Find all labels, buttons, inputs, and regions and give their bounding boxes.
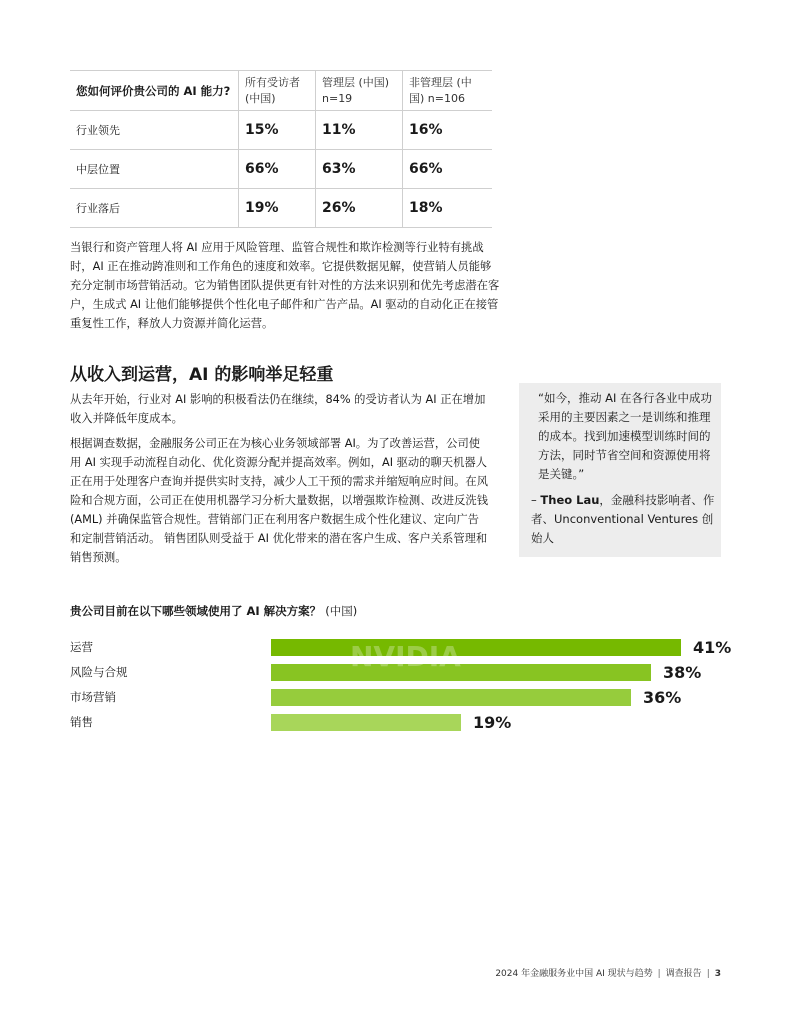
bar <box>271 664 651 681</box>
chart-title-main: 贵公司目前在以下哪些领域使用了 AI 解决方案？ <box>70 604 322 618</box>
chart-title <box>70 603 357 619</box>
row-label: 行业落后 <box>70 189 239 228</box>
bar <box>271 689 631 706</box>
quote-author: Theo Lau <box>540 493 600 507</box>
value-label: 19% <box>473 713 512 732</box>
category-label: 市场营销 <box>70 690 116 704</box>
quote-attribution <box>531 491 716 548</box>
cell-value: 15% <box>239 111 316 150</box>
page-footer <box>495 966 721 979</box>
section-heading: 从收入到运营，AI 的影响举足轻重 <box>70 365 334 385</box>
deployment-paragraph: 根据调查数据，金融服务公司正在为核心业务领域部署 AI。为了改善运营，公司使用 AI 实现手动流程自动化、优化资源分配并提高效率。例如，AI 驱动的聊天机器人正在用于处理客户查询并提供实时支持，减少人工干预的需求并缩短响应时间。在风险和合规方面，公司正在使用机器学习分析大量数据，以增强欺诈检测、改进反洗钱 (AML) 并确保监管合规性。营销部门正在利用客户数据生成个性化建议、定向广告和定制营销活动。 销售团队则受益于 AI 优化带来的潜在客户生成、客户关系管理和销售预测。 <box>70 437 488 564</box>
cell-value: 16% <box>403 111 493 150</box>
ai-capability-table <box>70 70 492 228</box>
bar <box>271 639 681 656</box>
footer-report-title: 2024 年金融服务业中国 AI 现状与趋势 <box>495 969 653 979</box>
quote-author-role: ，金融科技影响者、作者、Unconventional Ventures 创始人 <box>531 493 715 545</box>
quote-dash: – <box>531 493 541 507</box>
cell-value: 66% <box>239 150 316 189</box>
category-label: 运营 <box>70 640 93 654</box>
quote-text: “如今，推动 AI 在各行各业中成功采用的主要因素之一是训练和推理的成本。找到加速模型训练时间的方法，同时节省空间和资源使用将是关键。” <box>538 391 713 481</box>
table-header-row <box>70 71 492 111</box>
value-label: 41% <box>693 638 732 657</box>
ai-usage-bar-chart <box>60 630 740 740</box>
row-label: 行业领先 <box>70 111 239 150</box>
intro-paragraph: 当银行和资产管理人将 AI 应用于风险管理、监管合规性和欺诈检测等行业特有挑战时，AI 正在推动跨准则和工作角色的速度和效率。它提供数据见解，使营销人员能够充分定制市场营销活动。它为销售团队提供更有针对性的方法来识别和优先考虑潜在客户，生成式 AI 让他们能够提供个性化电子邮件和广告产品。AI 驱动的自动化正在接管重复性工作，释放人力资源并简化运营。 <box>70 241 500 330</box>
table-col-non-management: 非管理层 (中国) n=106 <box>403 71 493 111</box>
category-label: 风险与合规 <box>70 665 128 679</box>
cell-value: 26% <box>316 189 403 228</box>
cell-value: 63% <box>316 150 403 189</box>
table-row <box>70 189 492 228</box>
value-label: 36% <box>643 688 682 707</box>
footer-separator: | <box>657 969 661 979</box>
table-row <box>70 150 492 189</box>
table-col-all: 所有受访者 (中国) <box>239 71 316 111</box>
cell-value: 66% <box>403 150 493 189</box>
cell-value: 19% <box>239 189 316 228</box>
cell-value: 11% <box>316 111 403 150</box>
nvidia-watermark: NVIDIA <box>350 640 461 673</box>
category-label: 销售 <box>70 715 93 729</box>
table-row <box>70 111 492 150</box>
table-question: 您如何评价贵公司的 AI 能力? <box>70 71 239 111</box>
footer-separator: | <box>706 969 710 979</box>
revenue-paragraph: 从去年开始，行业对 AI 影响的积极看法仍在继续，84% 的受访者认为 AI 正在增加收入并降低年度成本。 <box>70 393 486 425</box>
table-col-management: 管理层 (中国) n=19 <box>316 71 403 111</box>
bar <box>271 714 461 731</box>
quote-box <box>519 383 721 557</box>
chart-title-sub: (中国) <box>325 604 358 618</box>
footer-report-type: 调查报告 <box>665 969 702 979</box>
row-label: 中层位置 <box>70 150 239 189</box>
value-label: 38% <box>663 663 702 682</box>
page-number: 3 <box>714 969 721 979</box>
cell-value: 18% <box>403 189 493 228</box>
